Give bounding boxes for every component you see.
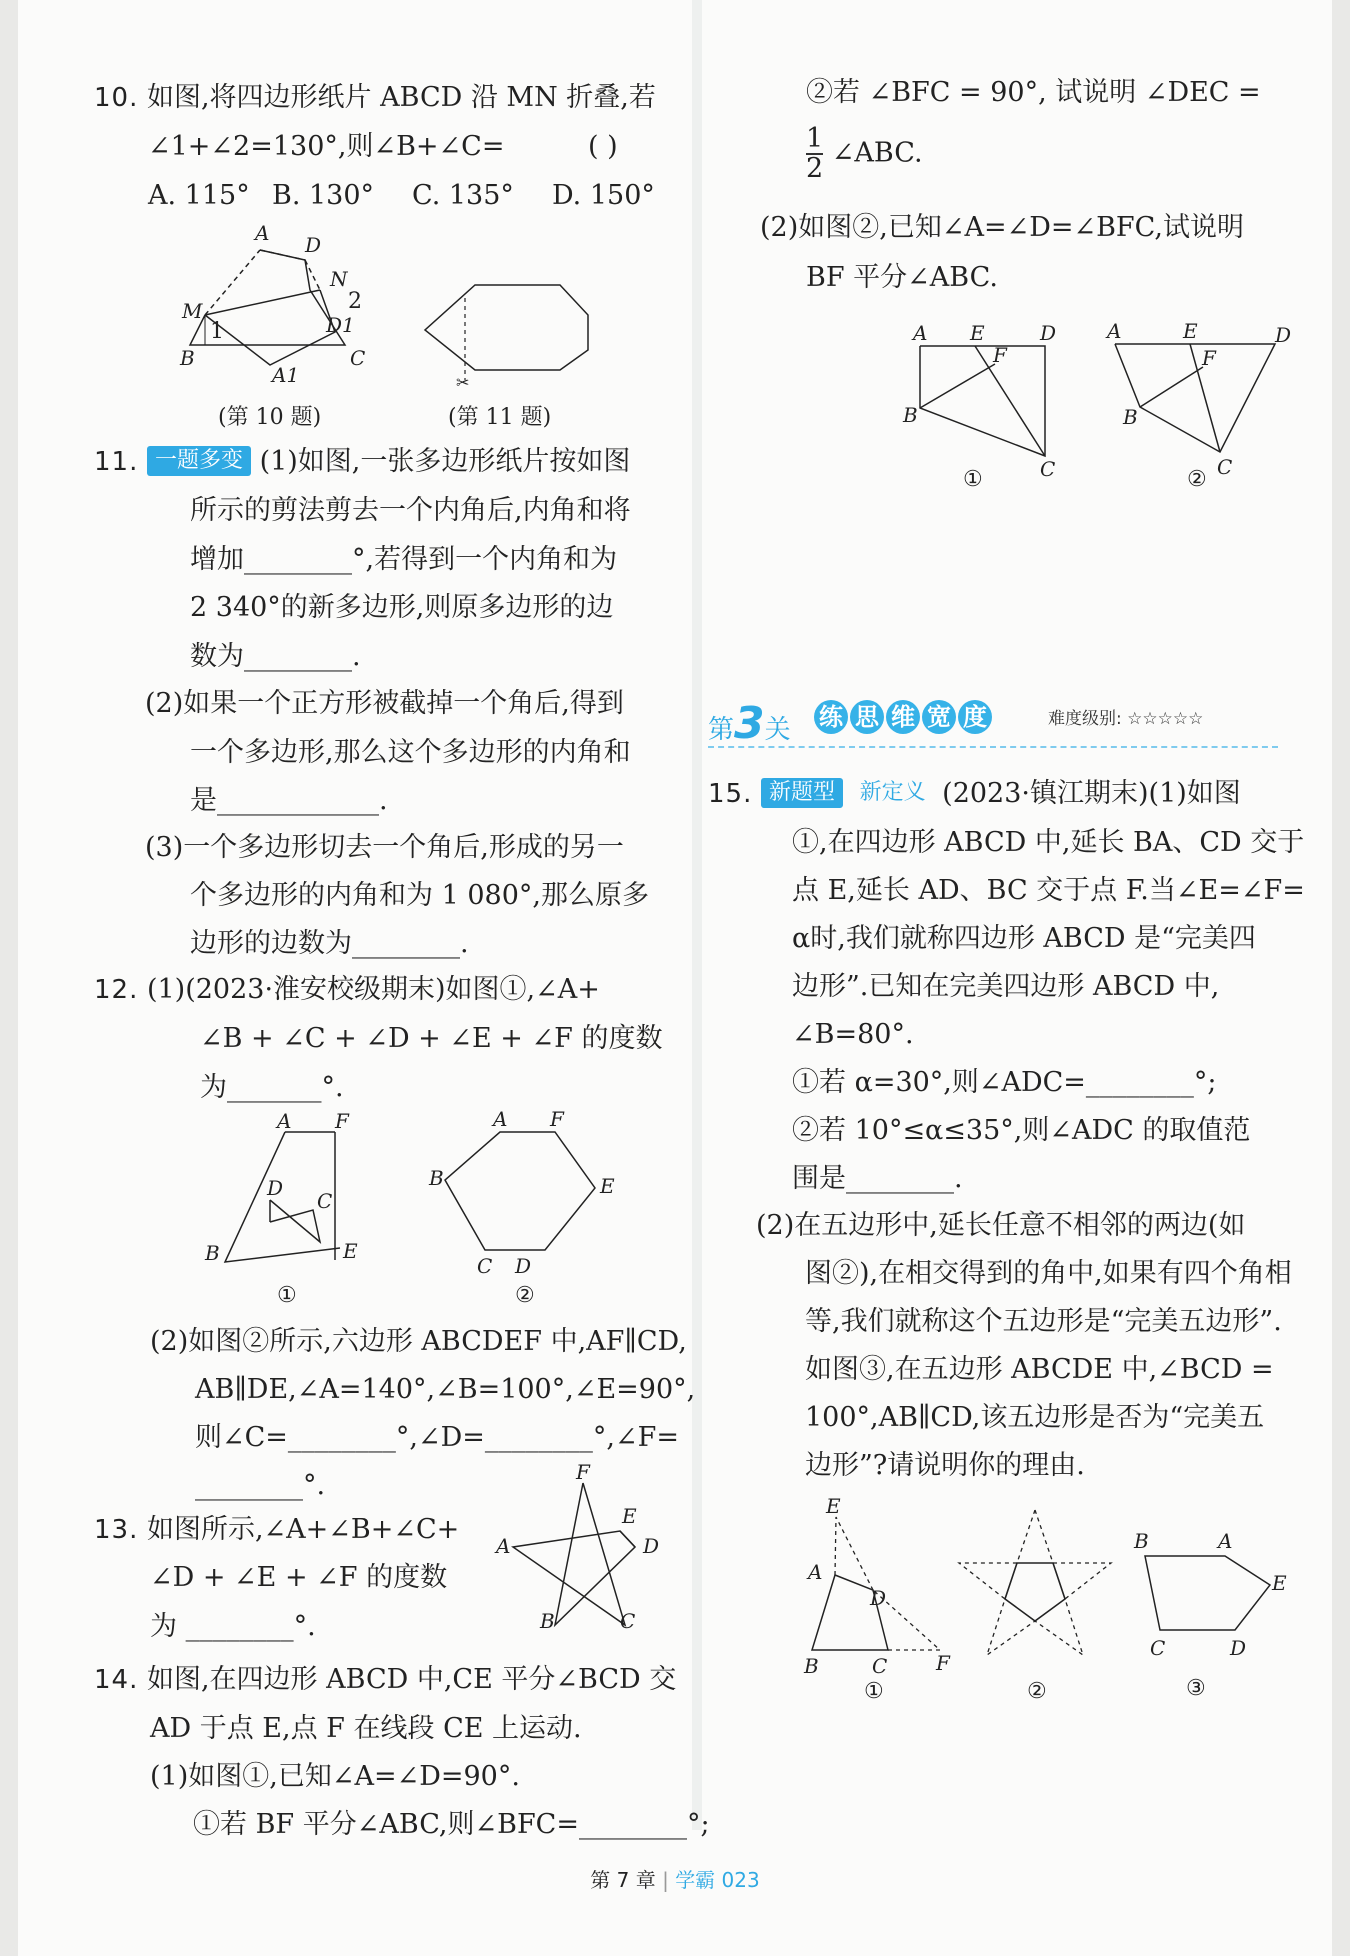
q10-label-2: 2 (348, 289, 362, 314)
q11-tag: 一题多变 (147, 446, 251, 476)
q12f1-label-f: F (335, 1109, 349, 1133)
q14-line1 (94, 1660, 676, 1700)
q12-text3: 为_______°. (200, 1072, 344, 1103)
q11-line1 (94, 442, 630, 482)
q10-label-n: N (330, 267, 348, 291)
q12f1-label-e: E (343, 1239, 358, 1263)
section-3-difficulty: 难度级别: ☆☆☆☆☆ (1048, 709, 1204, 729)
q14-text5: ②若 ∠BFC = 90°, 试说明 ∠DEC = (806, 77, 1261, 108)
section-3-title-char: 度 (958, 700, 992, 734)
q12-text2: ∠B + ∠C + ∠D + ∠E + ∠F 的度数 (200, 1023, 663, 1054)
section-3-rule (708, 746, 1278, 748)
q14-text7: (2)如图②,已知∠A=∠D=∠BFC,试说明 (760, 212, 1244, 243)
q12f1-label-a: A (277, 1109, 292, 1133)
q14-text8: BF 平分∠ABC. (806, 262, 998, 293)
q15-text8: ②若 10°≤α≤35°,则∠ADC 的取值范 (792, 1115, 1251, 1146)
q11-text9: (3)一个多边形切去一个角后,形成的另一 (145, 832, 624, 863)
q13-number: 13. (94, 1515, 139, 1545)
q14f1-caption: ① (963, 467, 983, 492)
q10-line1 (94, 78, 656, 118)
q12f2-caption: ② (515, 1283, 535, 1308)
footer-page-number: 023 (721, 1868, 760, 1892)
q12f1-caption: ① (277, 1283, 297, 1308)
q15-text9: 围是________. (792, 1163, 963, 1194)
page-footer: 第 7 章 | 学霸 023 (590, 1868, 760, 1892)
q15f1-label-a: A (808, 1560, 823, 1584)
section-3-suffix: 关 (764, 715, 791, 745)
q12-text1: (1)(2023·淮安校级期末)如图①,∠A+ (146, 974, 600, 1005)
q15-text13: 如图③,在五边形 ABCDE 中,∠BCD = (805, 1354, 1274, 1385)
q11-text11: 边形的边数为________. (190, 928, 469, 959)
q15-line1 (708, 774, 1241, 814)
q14f2-caption: ② (1187, 467, 1207, 492)
q11-text8: 是____________. (190, 785, 388, 816)
q12-number: 12. (94, 975, 139, 1005)
q14-number: 14. (94, 1665, 139, 1695)
q10-label-a1: A1 (272, 363, 300, 387)
q14f2-label-c: C (1217, 455, 1233, 479)
q12-text4: (2)如图②所示,六边形 ABCDEF 中,AF∥CD, (150, 1326, 687, 1357)
q10-text2: ∠1+∠2=130°,则∠B+∠C= (148, 131, 505, 162)
q15-figure2 (965, 1505, 1115, 1715)
q15-figure3 (1130, 1530, 1300, 1710)
q13-label-a: A (496, 1534, 511, 1558)
q12f2-label-b: B (429, 1166, 444, 1190)
q12-text6: 则∠C=________°,∠D=________°,∠F= (195, 1422, 679, 1453)
svg-text:✂: ✂ (456, 373, 470, 392)
q10-option-c: C. 135° (412, 180, 514, 211)
q14-figure2 (1095, 312, 1295, 502)
q10-answer-paren: ( ) (588, 131, 618, 162)
q10-caption: (第 10 题) (218, 405, 322, 430)
q13-figure (490, 1460, 680, 1635)
q15-text10: (2)在五边形中,延长任意不相邻的两边(如 (756, 1210, 1246, 1241)
q13-line1 (94, 1510, 459, 1550)
q15-text14: 100°,AB∥CD,该五边形是否为“完美五 (805, 1402, 1265, 1433)
q12-text7: ________°. (195, 1470, 326, 1501)
q14f1-label-c: C (1040, 457, 1056, 481)
q11-text7: 一个多边形,那么这个多边形的内角和 (190, 737, 631, 768)
q13-label-b: B (540, 1609, 555, 1633)
q12-figure1 (195, 1110, 375, 1320)
q10-option-a: A. 115° (148, 180, 250, 211)
q15-text5: 边形”.已知在完美四边形 ABCD 中, (792, 971, 1220, 1002)
section-3-title-char: 练 (814, 700, 848, 734)
q15f3-label-b: B (1134, 1529, 1149, 1553)
q12f2-label-e: E (600, 1174, 615, 1198)
q12-line1 (94, 970, 600, 1010)
q11-text6: (2)如果一个正方形被截掉一个角后,得到 (145, 688, 624, 719)
q10-label-c: C (350, 346, 366, 370)
q14-fraction-denominator: 2 (806, 153, 824, 184)
q15-text11: 图②),在相交得到的角中,如果有四个角相 (805, 1258, 1292, 1289)
q13-label-d: D (643, 1534, 660, 1558)
q15-text2: ①,在四边形 ABCD 中,延长 BA、CD 交于 (792, 827, 1305, 858)
q13-label-e: E (622, 1504, 637, 1528)
q15-text12: 等,我们就称这个五边形是“完美五边形”. (805, 1306, 1282, 1337)
q14-fraction-line (806, 125, 923, 183)
q12f2-label-c: C (477, 1254, 493, 1278)
q14f2-label-f: F (1202, 346, 1216, 370)
section-3-prefix: 第 (708, 715, 735, 745)
q15-text3: 点 E,延长 AD、BC 交于点 F.当∠E=∠F= (792, 875, 1305, 906)
q13-text3: 为 ________°. (150, 1611, 316, 1642)
q15f2-caption: ② (1027, 1679, 1047, 1704)
q14-fraction (806, 125, 823, 183)
q12f2-label-f: F (550, 1107, 564, 1131)
footer-brand: 学霸 (675, 1868, 716, 1892)
q15f3-label-c: C (1150, 1636, 1166, 1660)
q10-label-a: A (255, 221, 270, 245)
q14f2-label-a: A (1107, 319, 1122, 343)
q14f1-label-e: E (970, 321, 985, 345)
section-3-title-char: 宽 (922, 700, 956, 734)
q15f1-label-c: C (872, 1654, 888, 1678)
q12-figure2 (425, 1107, 615, 1320)
column-divider (692, 0, 702, 1830)
q12f1-label-b: B (205, 1241, 220, 1265)
q11-text3: 增加________°,若得到一个内角和为 (190, 544, 618, 575)
footer-chapter: 第 7 章 (590, 1868, 656, 1892)
q13-label-f: F (576, 1460, 590, 1484)
q15f3-label-a: A (1218, 1529, 1233, 1553)
q15-text1: (2023·镇江期末)(1)如图 (942, 778, 1241, 809)
q12-text5: AB∥DE,∠A=140°,∠B=100°,∠E=90°, (195, 1374, 696, 1405)
q11-number: 11. (94, 447, 139, 477)
q15-text7: ①若 α=30°,则∠ADC=________°; (792, 1067, 1217, 1098)
q12f1-label-d: D (267, 1176, 284, 1200)
q14-figure1 (895, 318, 1065, 498)
section-3-title-char: 维 (886, 700, 920, 734)
q12f1-label-c: C (317, 1189, 333, 1213)
q14f2-label-e: E (1183, 319, 1198, 343)
q13-text1: 如图所示,∠A+∠B+∠C+ (146, 1514, 460, 1545)
q10-text1: 如图,将四边形纸片 ABCD 沿 MN 折叠,若 (146, 82, 656, 113)
q15f1-label-e: E (826, 1494, 841, 1518)
q10-label-b: B (180, 346, 195, 370)
q12f2-label-d: D (515, 1254, 532, 1278)
q10-label-d: D (305, 233, 322, 257)
q15-text6: ∠B=80°. (792, 1019, 914, 1050)
q15f3-label-d: D (1230, 1636, 1247, 1660)
q10-option-b: B. 130° (272, 180, 375, 211)
q10-label-m: M (182, 299, 203, 323)
q13-text2: ∠D + ∠E + ∠F 的度数 (150, 1562, 448, 1593)
section-3-title (814, 700, 992, 734)
section-3-number: 3 (734, 698, 765, 749)
q15f1-label-d: D (870, 1586, 887, 1610)
q14-text4: ①若 BF 平分∠ABC,则∠BFC=________°; (193, 1809, 710, 1840)
q15-text15: 边形”?请说明你的理由. (805, 1450, 1085, 1481)
q11-text4: 2 340°的新多边形,则原多边形的边 (190, 592, 614, 623)
q14-text3: (1)如图①,已知∠A=∠D=90°. (150, 1761, 520, 1792)
q14f1-label-f: F (993, 343, 1007, 367)
q15f3-caption: ③ (1186, 1676, 1206, 1701)
q15-text4: α时,我们就称四边形 ABCD 是“完美四 (792, 923, 1256, 954)
q10-number: 10. (94, 83, 139, 113)
q15-tag-new-definition: 新定义 (859, 780, 926, 805)
q15f1-label-f: F (936, 1651, 950, 1675)
q15-tag-new-type: 新题型 (761, 778, 843, 808)
q14-text6: ∠ABC. (831, 137, 923, 169)
section-3-label (708, 698, 791, 749)
q14-text2: AD 于点 E,点 F 在线段 CE 上运动. (150, 1713, 582, 1744)
section-3-header (708, 694, 1288, 754)
q14f1-label-a: A (913, 321, 928, 345)
q14f2-label-b: B (1123, 405, 1138, 429)
q11-text1: (1)如图,一张多边形纸片按如图 (259, 446, 631, 477)
q14f2-label-d: D (1275, 323, 1292, 347)
q10-figure (170, 220, 380, 390)
q10-label-1: 1 (210, 319, 224, 344)
q10-label-d1: D1 (326, 313, 355, 337)
q14f1-label-b: B (903, 403, 918, 427)
q14-fraction-numerator: 1 (806, 123, 824, 154)
q11-figure (420, 280, 590, 390)
q15-number: 15. (708, 779, 753, 809)
q12f2-label-a: A (493, 1107, 508, 1131)
q11-caption: (第 11 题) (448, 405, 552, 430)
q11-text2: 所示的剪法剪去一个内角后,内角和将 (190, 495, 631, 526)
q10-option-d: D. 150° (552, 180, 655, 211)
q11-text5: 数为________. (190, 641, 361, 672)
q15f1-caption: ① (864, 1679, 884, 1704)
section-3-title-char: 思 (850, 700, 884, 734)
q15-figure1 (800, 1495, 970, 1715)
q13-label-c: C (620, 1609, 636, 1633)
q11-text10: 个多边形的内角和为 1 080°,那么原多 (190, 880, 649, 911)
q14f1-label-d: D (1040, 321, 1057, 345)
q15f3-label-e: E (1272, 1571, 1287, 1595)
q15f1-label-b: B (804, 1654, 819, 1678)
q14-text1: 如图,在四边形 ABCD 中,CE 平分∠BCD 交 (146, 1664, 677, 1695)
